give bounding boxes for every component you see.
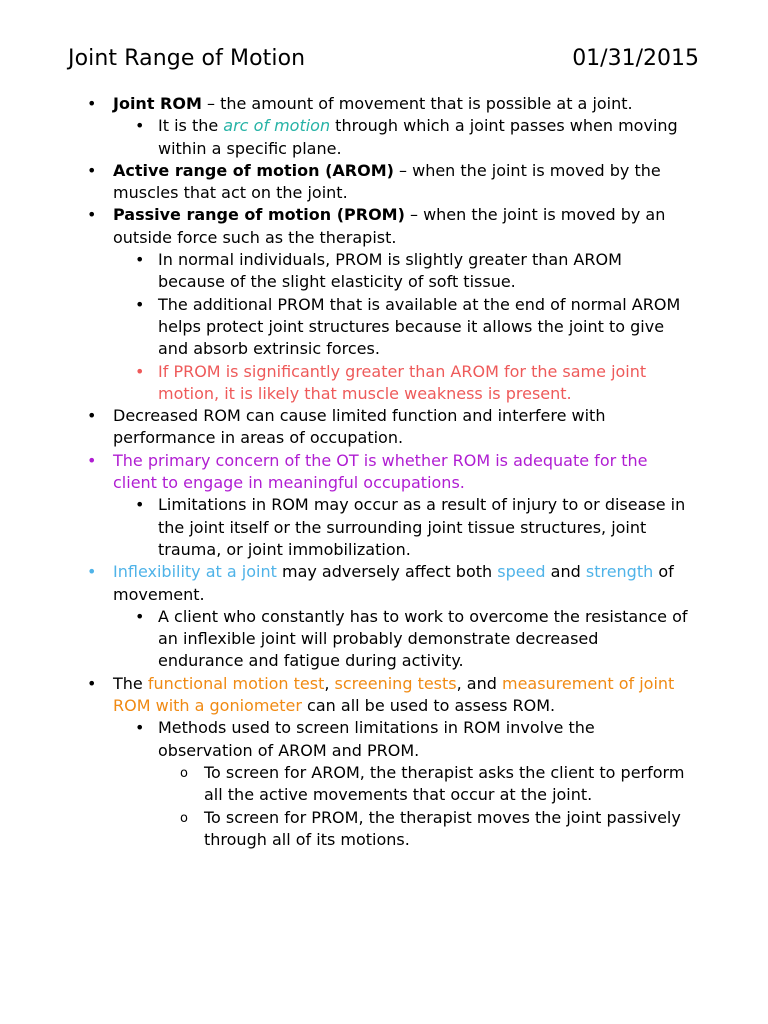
item-text: – when the joint is moved by an outside force such as the therapist. (113, 205, 666, 247)
item-text: To screen for PROM, the therapist moves the joint passively through all of its motions. (204, 807, 681, 849)
disc-bullet-icon: • (135, 718, 145, 738)
item-text: may adversely affect both (276, 562, 498, 582)
highlighted-text: speed (497, 562, 546, 582)
item-text: can all be used to assess ROM. (301, 696, 556, 716)
list-item-level-1 (0, 405, 768, 450)
list-item-level-1 (0, 93, 768, 115)
bullet-list (0, 93, 768, 851)
item-text: If PROM is significantly greater than AROM for the same joint motion, it is likely that muscle weakness is present. (158, 361, 647, 403)
list-item-level-2 (0, 494, 768, 561)
disc-bullet-icon: • (135, 606, 145, 626)
highlighted-text: measurement of joint ROM with a goniometer (113, 673, 675, 716)
item-text: To screen for AROM, the therapist asks the client to perform all the active movements that occur at the joint. (204, 762, 685, 805)
item-text: The additional PROM that is available at the end of normal AROM helps protect joint structures because it allows the joint to give and absorb extrinsic forces. (158, 294, 681, 359)
item-text: – when the joint is moved by the muscles that act on the joint. (113, 160, 661, 203)
page-date: 01/31/2015 (572, 46, 699, 71)
list-item-level-2 (0, 606, 768, 673)
item-text: of movement. (113, 562, 674, 604)
disc-bullet-icon: • (87, 406, 97, 426)
term-bold: Joint ROM (113, 94, 202, 113)
item-text: Decreased ROM can cause limited function and interfere with performance in areas of occupation. (113, 406, 606, 448)
item-text: Methods used to screen limitations in ROM involve the observation of AROM and PROM. (158, 718, 595, 760)
disc-bullet-icon: • (87, 673, 97, 693)
list-item-level-2 (0, 361, 768, 406)
list-item-level-1 (0, 160, 768, 205)
item-text: A client who constantly has to work to overcome the resistance of an inflexible joint will probably demonstrate decreased endurance and fatigue during activity. (158, 606, 688, 671)
item-text: Limitations in ROM may occur as a result of injury to or disease in the joint itself or the surrounding joint tissue structures, joint trauma, or joint immobilization. (158, 495, 686, 559)
item-text: – the amount of movement that is possible at a joint. (201, 94, 633, 113)
list-item-level-3 (0, 762, 768, 807)
term-bold: Passive range of motion (PROM) (113, 205, 405, 225)
highlighted-text: screening tests (334, 673, 457, 693)
item-text: and (545, 562, 586, 582)
list-item-level-3 (0, 807, 768, 852)
item-text: It is the (158, 116, 224, 136)
list-item-level-2 (0, 115, 768, 160)
disc-bullet-icon: • (135, 250, 145, 270)
disc-bullet-icon: • (135, 495, 145, 515)
list-item-level-2 (0, 294, 768, 361)
highlighted-text: arc of motion (223, 116, 331, 136)
disc-bullet-icon: • (87, 205, 97, 225)
item-text: The (113, 673, 148, 693)
disc-bullet-icon: • (87, 94, 97, 113)
list-item-level-2 (0, 249, 768, 294)
list-item-level-1 (0, 204, 768, 249)
highlighted-text: Inflexibility at a joint (113, 562, 277, 582)
disc-bullet-icon: • (87, 562, 97, 582)
circle-bullet-icon: o (180, 765, 188, 781)
disc-bullet-icon: • (135, 361, 145, 381)
list-item-level-1 (0, 561, 768, 606)
circle-bullet-icon: o (180, 810, 188, 826)
item-text: In normal individuals, PROM is slightly greater than AROM because of the slight elasticity of soft tissue. (158, 250, 622, 292)
item-text: The primary concern of the OT is whether ROM is adequate for the client to engage in meaningful occupations. (113, 450, 648, 493)
item-text: through which a joint passes when moving within a specific plane. (158, 116, 678, 158)
disc-bullet-icon: • (87, 450, 97, 470)
item-text: , (324, 673, 335, 693)
list-item-level-2 (0, 717, 768, 762)
disc-bullet-icon: • (135, 116, 145, 136)
highlighted-text: strength (585, 562, 654, 582)
disc-bullet-icon: • (87, 160, 97, 180)
item-text: , and (456, 673, 502, 693)
list-item-level-1 (0, 673, 768, 718)
page-title: Joint Range of Motion (68, 46, 306, 71)
highlighted-text: functional motion test (147, 673, 325, 693)
disc-bullet-icon: • (135, 294, 145, 314)
list-item-level-1 (0, 450, 768, 495)
term-bold: Active range of motion (AROM) (113, 160, 394, 180)
